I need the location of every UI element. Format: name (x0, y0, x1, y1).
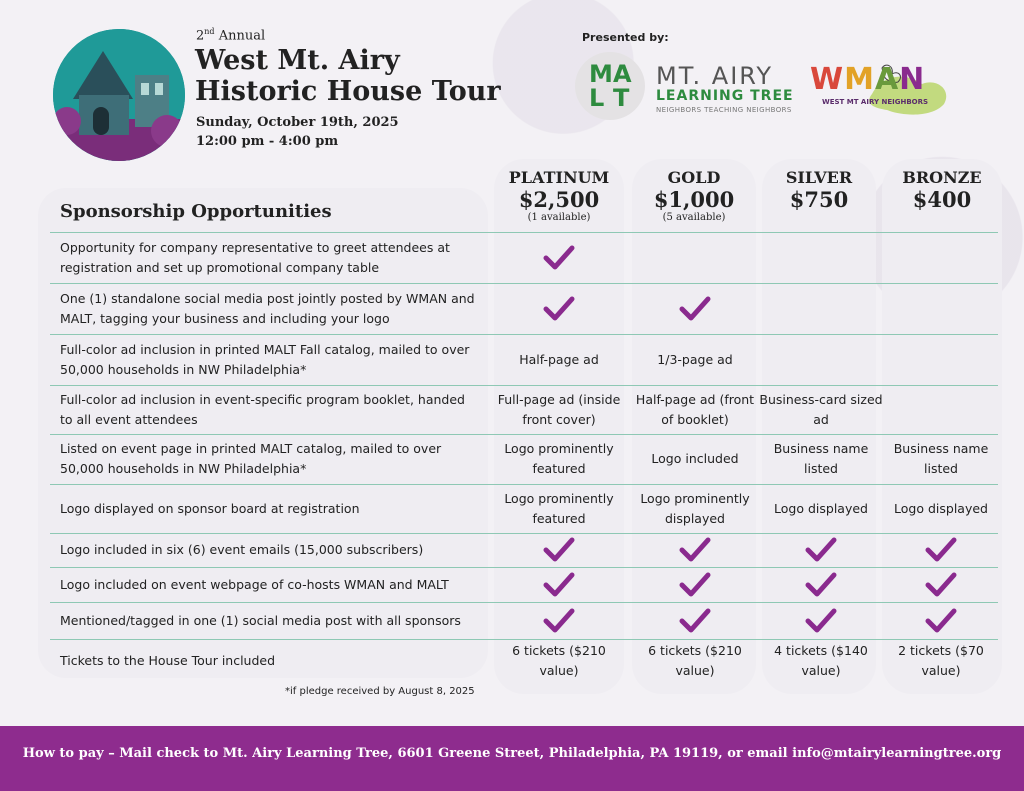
wman-letter-a: A (874, 62, 900, 97)
wman-logo-subtitle: WEST MT AIRY NEIGHBORS (822, 98, 929, 106)
cell-text: 4 tickets ($140 value) (774, 643, 868, 678)
cell-platinum (495, 639, 623, 683)
malt-logo-name: MT. AIRY (656, 62, 774, 90)
cell-text: Logo displayed (894, 500, 988, 516)
cell-text: Logo prominently featured (504, 490, 614, 526)
cell-text: 6 tickets ($210 value) (648, 643, 742, 678)
cell-platinum (495, 484, 623, 533)
checkmark-icon (679, 296, 711, 322)
malt-logo-tagline: NEIGHBORS TEACHING NEIGHBORS (656, 106, 792, 114)
row-feature-label: Full-color ad inclusion in event-specific program booklet, handed to all event attendees (60, 391, 465, 427)
checkmark-icon (543, 537, 575, 563)
wman-letter-m: M (844, 62, 875, 97)
cell-text: Logo displayed (774, 500, 868, 516)
cell-platinum (495, 533, 623, 567)
cell-platinum (495, 602, 623, 639)
cell-bronze (877, 434, 1005, 484)
cell-silver (757, 484, 885, 533)
cell-platinum (495, 334, 623, 385)
cell-bronze (877, 567, 1005, 602)
cell-bronze (877, 283, 1005, 334)
cell-text: Business-card sized ad (759, 391, 883, 427)
row-feature-label: Logo included in six (6) event emails (15,000 subscribers) (60, 542, 424, 557)
row-feature-label: Logo included on event webpage of co-hosts WMAN and MALT (60, 576, 449, 592)
event-title-line1: West Mt. Airy (195, 45, 400, 76)
cell-bronze (877, 602, 1005, 639)
tier-price: $750 (789, 187, 849, 212)
section-title: Sponsorship Opportunities (60, 201, 332, 222)
tier-header-silver (762, 168, 876, 212)
malt-letter-m: M (589, 60, 613, 88)
edition-kicker: 2nd Annual (196, 27, 266, 44)
cell-gold (633, 385, 757, 434)
tier-name: GOLD (667, 168, 721, 187)
house-photo (53, 29, 185, 161)
checkmark-icon (543, 245, 575, 271)
cell-silver (757, 533, 885, 567)
checkmark-icon (805, 572, 837, 598)
cell-silver (757, 567, 885, 602)
cell-gold (633, 334, 757, 385)
cell-gold (633, 567, 757, 602)
checkmark-icon (925, 537, 957, 563)
tier-name: SILVER (785, 168, 853, 187)
tier-price: $1,000 (653, 187, 735, 212)
checkmark-icon (543, 572, 575, 598)
cell-gold (633, 232, 757, 283)
cell-text: Logo prominently featured (504, 441, 614, 476)
event-title (195, 45, 525, 107)
tier-header-gold (632, 168, 756, 224)
event-date-time: 12:00 pm - 4:00 pm (196, 134, 339, 149)
presented-by-label: Presented by: (582, 31, 669, 44)
cell-silver (757, 602, 885, 639)
cell-platinum (495, 385, 623, 434)
cell-text: 6 tickets ($210 value) (512, 643, 606, 678)
cell-gold (633, 639, 757, 683)
cell-bronze (877, 533, 1005, 567)
tier-availability: (1 available) (527, 212, 591, 223)
cell-gold (633, 434, 757, 484)
cell-silver (757, 434, 885, 484)
cell-platinum (495, 567, 623, 602)
row-feature-label: Tickets to the House Tour included (60, 653, 276, 668)
cell-text: Half-page ad (519, 351, 599, 367)
row-feature-label: Mentioned/tagged in one (1) social media post with all sponsors (60, 612, 461, 628)
footnote: *if pledge received by August 8, 2025 (285, 686, 475, 697)
cell-bronze (877, 639, 1005, 683)
checkmark-icon (805, 537, 837, 563)
cell-silver (757, 334, 885, 385)
cell-silver (757, 232, 885, 283)
tier-header-bronze (882, 168, 1002, 212)
event-title-line2: Historic House Tour (195, 76, 501, 107)
tier-name: BRONZE (902, 168, 982, 187)
row-feature-label: Logo displayed on sponsor board at registration (60, 500, 360, 516)
cell-gold (633, 602, 757, 639)
cell-silver (757, 283, 885, 334)
row-feature-label: Full-color ad inclusion in printed MALT Fall catalog, mailed to over 50,000 households in NW Philadelphia* (60, 341, 470, 377)
cell-text: Half-page ad (front of booklet) (635, 391, 755, 427)
malt-logo-subtitle: LEARNING TREE (656, 88, 794, 104)
malt-letter-l: L (589, 84, 605, 112)
payment-instructions: How to pay – Mail check to Mt. Airy Learning Tree, 6601 Greene Street, Philadelphia, PA 19119, or email info@mtairylearningtree.org (22, 746, 1002, 761)
row-feature-label: Opportunity for company representative to greet attendees at registration and set up promotional company table (60, 239, 450, 275)
cell-text: Full-page ad (inside front cover) (497, 391, 621, 427)
wman-letter-w: W (810, 62, 845, 97)
cell-silver (757, 385, 885, 434)
wman-letter-n: N (899, 62, 926, 97)
cell-platinum (495, 283, 623, 334)
cell-gold (633, 533, 757, 567)
tier-availability: (5 available) (662, 212, 726, 223)
cell-text: Business name listed (893, 441, 989, 476)
checkmark-icon (543, 608, 575, 634)
checkmark-icon (679, 608, 711, 634)
checkmark-icon (805, 608, 837, 634)
cell-text: 2 tickets ($70 value) (898, 643, 984, 678)
event-date-day: Sunday, October 19th, 2025 (196, 115, 399, 130)
wman-logo-text (810, 64, 925, 96)
cell-text: 1/3-page ad (657, 351, 733, 367)
row-feature-label: One (1) standalone social media post jointly posted by WMAN and MALT, tagging your business and including your logo (60, 290, 475, 326)
checkmark-icon (925, 608, 957, 634)
tier-header-platinum (494, 168, 624, 224)
row-feature-label: Listed on event page in printed MALT catalog, mailed to over 50,000 households in NW Philadelphia* (60, 441, 442, 476)
cell-silver (757, 639, 885, 683)
cell-platinum (495, 434, 623, 484)
cell-bronze (877, 232, 1005, 283)
cell-bronze (877, 484, 1005, 533)
tier-price: $400 (912, 187, 972, 212)
cell-bronze (877, 385, 1005, 434)
footer-bar (0, 726, 1024, 791)
cell-text: Business name listed (773, 441, 869, 476)
cell-platinum (495, 232, 623, 283)
cell-text: Logo prominently displayed (640, 490, 750, 526)
cell-gold (633, 283, 757, 334)
tier-name: PLATINUM (508, 168, 610, 187)
cell-gold (633, 484, 757, 533)
checkmark-icon (925, 572, 957, 598)
tier-price: $2,500 (518, 187, 600, 212)
malt-logo-mark (575, 52, 645, 120)
malt-letter-t: T (613, 84, 630, 112)
event-date (196, 113, 399, 151)
house-photo-illustration (53, 29, 185, 161)
checkmark-icon (679, 572, 711, 598)
checkmark-icon (679, 537, 711, 563)
checkmark-icon (543, 296, 575, 322)
malt-letter-a: A (613, 60, 632, 88)
cell-text: Logo included (651, 451, 739, 466)
cell-bronze (877, 334, 1005, 385)
